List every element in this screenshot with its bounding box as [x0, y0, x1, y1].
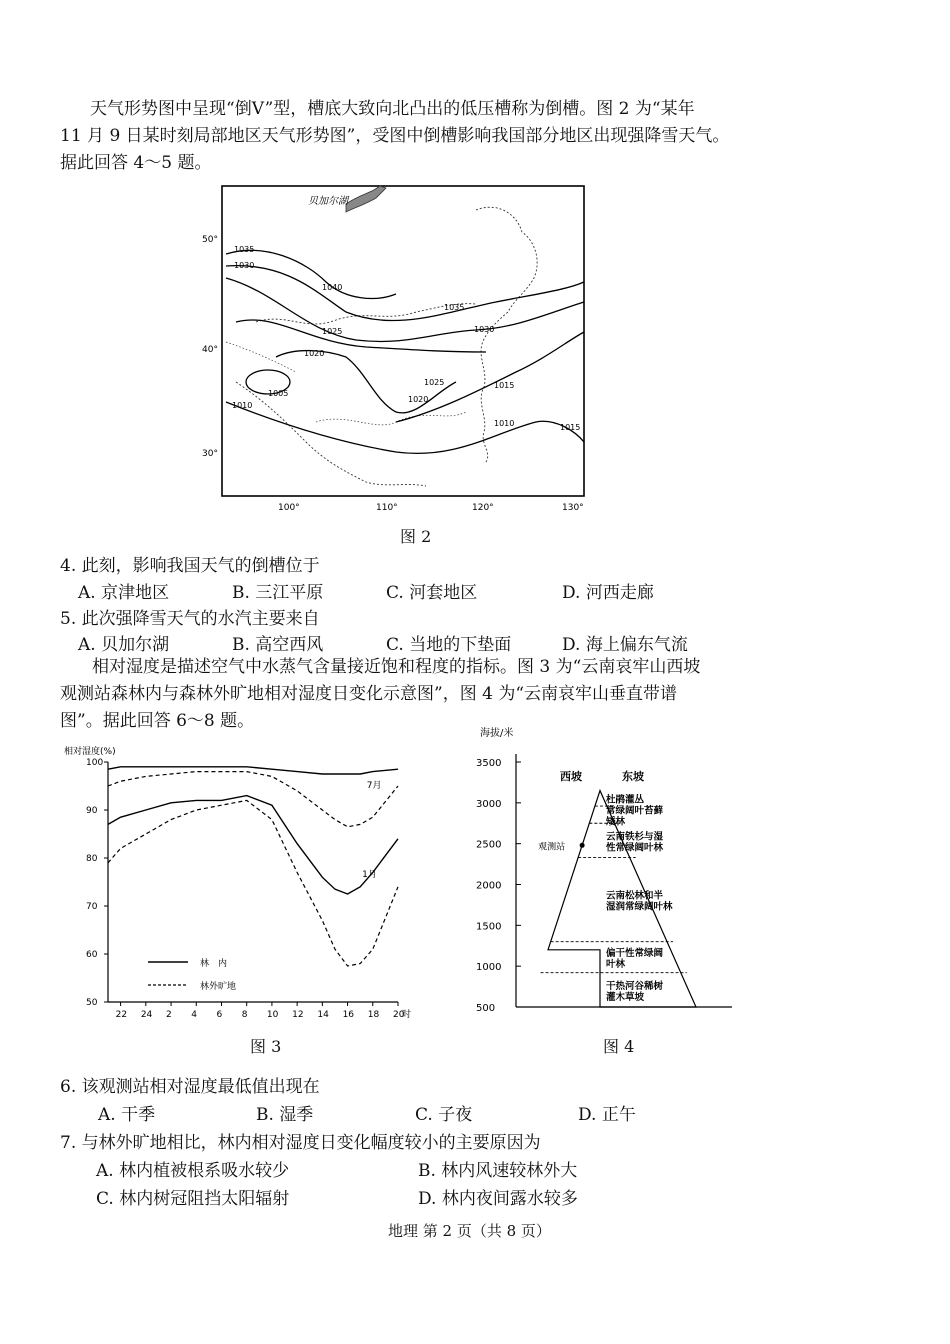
- lat-40: 40°: [202, 345, 218, 355]
- isobar-label: 1035: [444, 303, 465, 312]
- x-tick-label: 14: [317, 1010, 329, 1020]
- y-tick-label: 70: [86, 902, 98, 912]
- q6-stem: 6. 该观测站相对湿度最低值出现在: [60, 1077, 320, 1097]
- zone-label: 叶林: [606, 959, 626, 971]
- isobar-label: 1040: [322, 283, 343, 292]
- zone-label: 杜鹃灌丛: [606, 794, 645, 806]
- station-dot: [580, 843, 585, 848]
- isobar-label: 1010: [494, 419, 515, 428]
- elevation-tick-label: 1500: [476, 921, 502, 933]
- elevation-tick-label: 2000: [476, 880, 502, 892]
- intro1-line3: 据此回答 4～5 题。: [60, 153, 212, 173]
- y-tick-label: 80: [86, 854, 98, 864]
- map-caption: 图 2: [400, 527, 432, 546]
- q7-option-a[interactable]: A. 林内植被根系吸水较少: [96, 1161, 290, 1181]
- chart-ylabel: 相对湿度(%): [64, 747, 116, 757]
- intro1-line2: 11 月 9 日某时刻局部地区天气形势图”，受图中倒槽影响我国部分地区出现强降雪天气。: [60, 126, 730, 146]
- zone-label: 矮林: [606, 816, 626, 828]
- weather-map: [196, 182, 596, 514]
- zone-label: 偏干性常绿阔: [606, 948, 664, 960]
- west-slope-label: 西坡: [560, 770, 582, 783]
- fig3-caption: 图 3: [250, 1037, 282, 1056]
- q7-stem: 7. 与林外旷地相比，林内相对湿度日变化幅度较小的主要原因为: [60, 1133, 541, 1153]
- y-tick-label: 60: [86, 950, 98, 960]
- q4-option-b[interactable]: B. 三江平原: [232, 583, 324, 603]
- series-line-0: [108, 767, 398, 774]
- elevation-tick-label: 2500: [476, 839, 502, 851]
- x-tick-label: 22: [115, 1010, 128, 1020]
- series-line-2: [108, 796, 398, 894]
- x-tick-label: 18: [367, 1010, 380, 1020]
- x-tick-label: 16: [342, 1010, 355, 1020]
- fig4-caption: 图 4: [603, 1037, 635, 1056]
- isobar-label: 1015: [560, 423, 581, 432]
- zone-label: 云南松林和半: [606, 890, 664, 902]
- x-tick-label: 12: [292, 1010, 304, 1020]
- q7-option-b[interactable]: B. 林内风速较林外大: [418, 1161, 578, 1181]
- q5-option-c[interactable]: C. 当地的下垫面: [386, 635, 512, 655]
- lon-120: 120°: [472, 503, 494, 513]
- y-tick-label: 90: [86, 806, 98, 816]
- y-tick-label: 100: [86, 758, 104, 768]
- q4-option-a[interactable]: A. 京津地区: [78, 583, 170, 603]
- month-label-jan: 1月: [362, 870, 377, 881]
- lon-100: 100°: [278, 503, 300, 513]
- q5-option-d[interactable]: D. 海上偏东气流: [562, 635, 688, 655]
- x-tick-label: 4: [191, 1010, 197, 1020]
- q7-option-c[interactable]: C. 林内树冠阻挡太阳辐射: [96, 1189, 290, 1209]
- x-tick-label: 6: [216, 1010, 223, 1020]
- page-footer: 地理 第 2 页（共 8 页）: [388, 1222, 551, 1240]
- isobar-label: 1020: [408, 395, 429, 404]
- x-unit-label: 时: [402, 1010, 412, 1020]
- elevation-tick-label: 500: [476, 1003, 496, 1014]
- y-tick-label: 50: [86, 998, 98, 1008]
- q7-option-d[interactable]: D. 林内夜间露水较多: [418, 1189, 578, 1209]
- intro2-line1: 相对湿度是描述空气中水蒸气含量接近饱和程度的指标。图 3 为“云南哀牢山西坡: [92, 657, 701, 677]
- q4-stem: 4. 此刻，影响我国天气的倒槽位于: [60, 556, 320, 576]
- isobar-label: 1010: [232, 401, 253, 410]
- series-line-3: [108, 800, 398, 966]
- q6-option-d[interactable]: D. 正午: [578, 1105, 636, 1125]
- q6-option-c[interactable]: C. 子夜: [415, 1105, 473, 1125]
- series-line-1: [108, 772, 398, 827]
- lon-130: 130°: [562, 503, 584, 513]
- zone-label: 干热河谷稀树: [606, 980, 664, 992]
- q4-option-c[interactable]: C. 河套地区: [386, 583, 478, 603]
- lat-30: 30°: [202, 449, 218, 459]
- isobar-label: 1005: [268, 389, 289, 398]
- isobar-label: 1035: [234, 245, 255, 254]
- lat-50: 50°: [202, 235, 218, 245]
- x-tick-label: 24: [140, 1010, 153, 1020]
- q6-option-a[interactable]: A. 干季: [98, 1105, 156, 1125]
- zone-label: 常绿阔叶苔藓: [606, 805, 664, 817]
- x-tick-label: 20: [393, 1010, 405, 1020]
- fig4-ylabel: 海拔/米: [480, 728, 514, 739]
- zone-label: 性常绿阔叶林: [606, 842, 664, 854]
- isobar-label: 1030: [474, 325, 495, 334]
- humidity-chart: [58, 740, 418, 1025]
- map-frame: [222, 186, 584, 496]
- elevation-tick-label: 1000: [476, 962, 502, 974]
- x-tick-label: 8: [241, 1010, 248, 1020]
- x-tick-label: 10: [266, 1010, 279, 1020]
- q4-option-d[interactable]: D. 河西走廊: [562, 583, 654, 603]
- q5-option-b[interactable]: B. 高空西风: [232, 635, 324, 655]
- intro2-line3: 图”。据此回答 6～8 题。: [60, 711, 255, 731]
- legend-forest: 林 内: [200, 959, 228, 969]
- elevation-tick-label: 3000: [476, 798, 502, 810]
- q5-option-a[interactable]: A. 贝加尔湖: [78, 635, 170, 655]
- isobar-label: 1030: [234, 261, 255, 270]
- legend-open: 林外旷地: [200, 982, 237, 992]
- elevation-tick-label: 3500: [476, 758, 502, 769]
- zone-label: 灌木草坡: [606, 991, 645, 1003]
- q5-stem: 5. 此次强降雪天气的水汽主要来自: [60, 609, 320, 629]
- isobar-label: 1025: [322, 327, 343, 336]
- isobar-label: 1025: [424, 378, 445, 387]
- lake-label: 贝加尔湖: [308, 196, 348, 207]
- x-tick-label: 2: [166, 1010, 172, 1020]
- intro1-line1: 天气形势图中呈现“倒V”型，槽底大致向北凸出的低压槽称为倒槽。图 2 为“某年: [90, 99, 695, 119]
- month-label-jul: 7月: [366, 781, 382, 791]
- isobar-label: 1020: [304, 349, 325, 358]
- zone-label: 湿润常绿阔叶林: [606, 901, 673, 913]
- q6-option-b[interactable]: B. 湿季: [256, 1105, 314, 1125]
- station-label: 观测站: [538, 842, 566, 853]
- east-slope-label: 东坡: [622, 770, 644, 783]
- zone-label: 云南铁杉与湿: [606, 831, 664, 843]
- intro2-line2: 观测站森林内与森林外旷地相对湿度日变化示意图”，图 4 为“云南哀牢山垂直带谱: [60, 684, 678, 704]
- lon-110: 110°: [376, 503, 398, 513]
- vertical-zonation-diagram: [460, 722, 745, 1022]
- isobar-label: 1015: [494, 381, 515, 390]
